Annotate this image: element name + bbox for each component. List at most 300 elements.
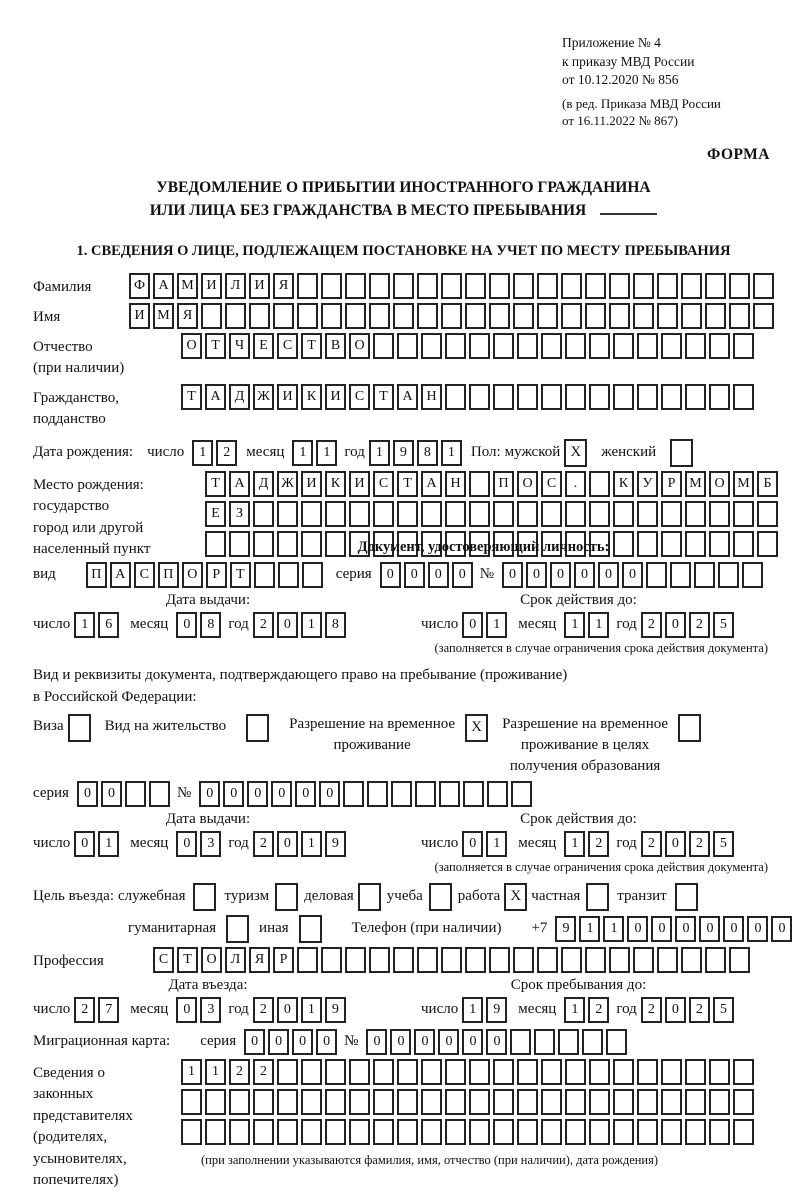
birth-place-cells-row3-cell[interactable] — [301, 531, 322, 557]
given-name-cells-cell[interactable]: Я — [177, 303, 198, 329]
representatives-cells-row3-cell[interactable] — [661, 1119, 682, 1145]
representatives-cells-row2-cell[interactable] — [613, 1089, 634, 1115]
representatives-cells-row1-cell[interactable]: 2 — [229, 1059, 250, 1085]
profession-cells-cell[interactable] — [561, 947, 582, 973]
profession-cells-cell[interactable] — [729, 947, 750, 973]
given-name-cells-cell[interactable] — [321, 303, 342, 329]
representatives-cells-row3-cell[interactable] — [445, 1119, 466, 1145]
res-number-cells-cell[interactable] — [487, 781, 508, 807]
profession-cells-cell[interactable] — [393, 947, 414, 973]
birth-place-cells-row2-cell[interactable] — [685, 501, 706, 527]
res-valid-year-cells-cell[interactable]: 5 — [713, 831, 734, 857]
citizenship-cells-cell[interactable]: Т — [181, 384, 202, 410]
phone-cells-cell[interactable]: 0 — [651, 916, 672, 942]
citizenship-cells-cell[interactable]: А — [397, 384, 418, 410]
given-name-cells-cell[interactable] — [225, 303, 246, 329]
citizenship-cells-cell[interactable] — [445, 384, 466, 410]
purpose-work-checkbox-cell[interactable]: X — [504, 883, 527, 911]
representatives-cells-row1-cell[interactable] — [493, 1059, 514, 1085]
birth-place-cells-row1-cell[interactable]: Ж — [277, 471, 298, 497]
female-checkbox-cell[interactable] — [670, 439, 693, 467]
birth-place-cells-row3-cell[interactable] — [685, 531, 706, 557]
phone-cells-cell[interactable]: 0 — [771, 916, 792, 942]
patronymic-cells-cell[interactable] — [685, 333, 706, 359]
representatives-cells-row3-cell[interactable] — [205, 1119, 226, 1145]
mig-series-cells-cell[interactable]: 0 — [268, 1029, 289, 1055]
given-name-cells-cell[interactable] — [537, 303, 558, 329]
profession-cells-cell[interactable]: О — [201, 947, 222, 973]
res-issue-year-cells-cell[interactable]: 0 — [277, 831, 298, 857]
birth-place-cells-row2-cell[interactable] — [541, 501, 562, 527]
purpose-humanitarian-checkbox-cell[interactable] — [226, 915, 249, 943]
stay-year-cells-cell[interactable]: 5 — [713, 997, 734, 1023]
profession-cells-cell[interactable] — [633, 947, 654, 973]
representatives-cells-row2-cell[interactable] — [277, 1089, 298, 1115]
res-series-cells-cell[interactable] — [149, 781, 170, 807]
purpose-transit-checkbox-cell[interactable] — [675, 883, 698, 911]
mig-number-cells-cell[interactable] — [582, 1029, 603, 1055]
purpose-official-checkbox-cell[interactable] — [193, 883, 216, 911]
birth-place-cells-row3-cell[interactable] — [709, 531, 730, 557]
representatives-cells-row1-cell[interactable]: 1 — [205, 1059, 226, 1085]
representatives-cells-row2-cell[interactable] — [685, 1089, 706, 1115]
stay-day-cells-cell[interactable]: 9 — [486, 997, 507, 1023]
given-name-cells-cell[interactable] — [297, 303, 318, 329]
profession-cells-cell[interactable] — [441, 947, 462, 973]
res-number-cells-cell[interactable]: 0 — [295, 781, 316, 807]
given-name-cells-cell[interactable] — [201, 303, 222, 329]
birth-place-cells-row2-cell[interactable] — [397, 501, 418, 527]
citizenship-cells-cell[interactable]: К — [301, 384, 322, 410]
id-issue-year-cells-cell[interactable]: 8 — [325, 612, 346, 638]
phone-cells-cell[interactable]: 1 — [603, 916, 624, 942]
id-series-cells-cell[interactable]: 0 — [428, 562, 449, 588]
id-series-cells-cell[interactable]: 0 — [380, 562, 401, 588]
id-issue-month-cells-cell[interactable]: 0 — [176, 612, 197, 638]
representatives-cells-row2-cell[interactable] — [589, 1089, 610, 1115]
birth-place-cells-row1-cell[interactable]: Д — [253, 471, 274, 497]
representatives-cells-row3-cell[interactable] — [421, 1119, 442, 1145]
birth-place-cells-row2-cell[interactable] — [757, 501, 778, 527]
patronymic-cells-cell[interactable] — [421, 333, 442, 359]
surname-cells-cell[interactable] — [345, 273, 366, 299]
birth-place-cells-row2-cell[interactable] — [517, 501, 538, 527]
purpose-other-checkbox-cell[interactable] — [299, 915, 322, 943]
id-number-cells-cell[interactable] — [742, 562, 763, 588]
surname-cells-cell[interactable] — [465, 273, 486, 299]
birth-place-cells-row3-cell[interactable] — [661, 531, 682, 557]
representatives-cells-row2-cell[interactable] — [541, 1089, 562, 1115]
birth-place-cells-row1-cell[interactable]: . — [565, 471, 586, 497]
representatives-cells-row2-cell[interactable] — [325, 1089, 346, 1115]
birth-place-cells-row3-cell[interactable] — [637, 531, 658, 557]
profession-cells-cell[interactable] — [585, 947, 606, 973]
doc-type-cells-cell[interactable] — [302, 562, 323, 588]
birth-place-cells-row3-cell[interactable] — [205, 531, 226, 557]
patronymic-cells-cell[interactable]: О — [349, 333, 370, 359]
representatives-cells-row3-cell[interactable] — [541, 1119, 562, 1145]
doc-type-cells-cell[interactable]: П — [86, 562, 107, 588]
citizenship-cells-cell[interactable] — [493, 384, 514, 410]
profession-cells-cell[interactable] — [465, 947, 486, 973]
temp-residence-edu-checkbox[interactable] — [678, 714, 701, 742]
representatives-cells-row3-cell[interactable] — [253, 1119, 274, 1145]
res-issue-month-cells-cell[interactable]: 0 — [176, 831, 197, 857]
representatives-cells-row3-cell[interactable] — [301, 1119, 322, 1145]
mig-series-cells-cell[interactable]: 0 — [292, 1029, 313, 1055]
patronymic-cells-cell[interactable] — [565, 333, 586, 359]
representatives-cells-row1-cell[interactable] — [517, 1059, 538, 1085]
given-name-cells-cell[interactable] — [633, 303, 654, 329]
birth-place-cells-row2-cell[interactable] — [325, 501, 346, 527]
id-issue-year-cells-cell[interactable]: 0 — [277, 612, 298, 638]
mig-number-cells-cell[interactable] — [558, 1029, 579, 1055]
representatives-cells-row2-cell[interactable] — [661, 1089, 682, 1115]
given-name-cells-cell[interactable] — [729, 303, 750, 329]
id-issue-year-cells-cell[interactable]: 2 — [253, 612, 274, 638]
birth-place-cells-row2-cell[interactable] — [421, 501, 442, 527]
entry-year-cells-cell[interactable]: 1 — [301, 997, 322, 1023]
mig-number-cells-cell[interactable] — [534, 1029, 555, 1055]
res-issue-year-cells-cell[interactable]: 2 — [253, 831, 274, 857]
representatives-cells-row3-cell[interactable] — [589, 1119, 610, 1145]
patronymic-cells-cell[interactable] — [661, 333, 682, 359]
birth-place-cells-row3-cell[interactable] — [325, 531, 346, 557]
mig-number-cells-cell[interactable]: 0 — [390, 1029, 411, 1055]
citizenship-cells-cell[interactable]: Н — [421, 384, 442, 410]
birth-place-cells-row2-cell[interactable] — [637, 501, 658, 527]
profession-cells-cell[interactable] — [417, 947, 438, 973]
birth-place-cells-row1-cell[interactable]: Р — [661, 471, 682, 497]
birth-place-cells-row1-cell[interactable]: А — [229, 471, 250, 497]
birth-place-cells-row1-cell[interactable]: О — [709, 471, 730, 497]
representatives-cells-row2-cell[interactable] — [709, 1089, 730, 1115]
citizenship-cells-cell[interactable] — [709, 384, 730, 410]
surname-cells-cell[interactable]: И — [249, 273, 270, 299]
birth-month-cells-cell[interactable]: 1 — [292, 440, 313, 466]
birth-place-cells-row2-cell[interactable] — [301, 501, 322, 527]
res-series-cells-cell[interactable] — [125, 781, 146, 807]
id-number-cells-cell[interactable] — [670, 562, 691, 588]
entry-year-cells-cell[interactable]: 2 — [253, 997, 274, 1023]
res-issue-month-cells-cell[interactable]: 3 — [200, 831, 221, 857]
birth-place-cells-row1-cell[interactable]: Т — [397, 471, 418, 497]
id-issue-day-cells-cell[interactable]: 6 — [98, 612, 119, 638]
phone-cells-cell[interactable]: 0 — [699, 916, 720, 942]
male-checkbox[interactable] — [564, 439, 587, 467]
birth-place-cells-row3-cell[interactable] — [733, 531, 754, 557]
purpose-business-checkbox-cell[interactable] — [358, 883, 381, 911]
patronymic-cells-cell[interactable] — [733, 333, 754, 359]
citizenship-cells-cell[interactable] — [685, 384, 706, 410]
phone-cells-cell[interactable]: 1 — [579, 916, 600, 942]
birth-place-cells-row1-cell[interactable]: Т — [205, 471, 226, 497]
surname-cells-cell[interactable] — [417, 273, 438, 299]
representatives-cells-row3-cell[interactable] — [373, 1119, 394, 1145]
temp-residence-edu-checkbox-cell[interactable] — [678, 714, 701, 742]
res-number-cells-cell[interactable]: 0 — [199, 781, 220, 807]
representatives-cells-row3-cell[interactable] — [637, 1119, 658, 1145]
id-valid-day-cells-cell[interactable]: 0 — [462, 612, 483, 638]
profession-cells-cell[interactable]: Р — [273, 947, 294, 973]
representatives-cells-row3-cell[interactable] — [493, 1119, 514, 1145]
birth-place-cells-row2-cell[interactable] — [709, 501, 730, 527]
birth-place-cells-row2-cell[interactable]: Е — [205, 501, 226, 527]
res-number-cells-cell[interactable]: 0 — [247, 781, 268, 807]
birth-place-cells-row1-cell[interactable]: К — [613, 471, 634, 497]
res-number-cells-cell[interactable]: 0 — [223, 781, 244, 807]
purpose-official-checkbox[interactable] — [193, 883, 216, 911]
entry-year-cells-cell[interactable]: 0 — [277, 997, 298, 1023]
patronymic-cells-cell[interactable] — [493, 333, 514, 359]
res-valid-year-cells-cell[interactable]: 2 — [689, 831, 710, 857]
doc-type-cells-cell[interactable]: П — [158, 562, 179, 588]
id-number-cells-cell[interactable] — [646, 562, 667, 588]
birth-place-cells-row3-cell[interactable] — [253, 531, 274, 557]
representatives-cells-row2-cell[interactable] — [565, 1089, 586, 1115]
birth-place-cells-row2-cell[interactable] — [613, 501, 634, 527]
purpose-work-checkbox[interactable] — [504, 883, 527, 911]
given-name-cells-cell[interactable] — [249, 303, 270, 329]
profession-cells-cell[interactable] — [513, 947, 534, 973]
birth-month-cells-cell[interactable]: 1 — [316, 440, 337, 466]
representatives-cells-row3-cell[interactable] — [349, 1119, 370, 1145]
doc-type-cells-cell[interactable]: Т — [230, 562, 251, 588]
representatives-cells-row2-cell[interactable] — [493, 1089, 514, 1115]
given-name-cells-cell[interactable] — [513, 303, 534, 329]
id-valid-year-cells-cell[interactable]: 0 — [665, 612, 686, 638]
profession-cells-cell[interactable] — [297, 947, 318, 973]
purpose-humanitarian-checkbox[interactable] — [226, 915, 249, 943]
birth-year-cells-cell[interactable]: 9 — [393, 440, 414, 466]
surname-cells-cell[interactable] — [585, 273, 606, 299]
representatives-cells-row1-cell[interactable] — [277, 1059, 298, 1085]
patronymic-cells-cell[interactable]: Т — [301, 333, 322, 359]
id-valid-month-cells-cell[interactable]: 1 — [564, 612, 585, 638]
id-issue-year-cells-cell[interactable]: 1 — [301, 612, 322, 638]
phone-cells-cell[interactable]: 0 — [747, 916, 768, 942]
birth-place-cells-row1-cell[interactable]: Н — [445, 471, 466, 497]
doc-type-cells-cell[interactable] — [278, 562, 299, 588]
representatives-cells-row1-cell[interactable] — [709, 1059, 730, 1085]
profession-cells-cell[interactable]: Я — [249, 947, 270, 973]
res-number-cells-cell[interactable] — [511, 781, 532, 807]
birth-place-cells-row2-cell[interactable] — [373, 501, 394, 527]
id-number-cells-cell[interactable]: 0 — [502, 562, 523, 588]
birth-place-cells-row1-cell[interactable]: А — [421, 471, 442, 497]
profession-cells-cell[interactable] — [537, 947, 558, 973]
id-series-cells-cell[interactable]: 0 — [404, 562, 425, 588]
mig-number-cells-cell[interactable]: 0 — [486, 1029, 507, 1055]
birth-place-cells-row2-cell[interactable] — [661, 501, 682, 527]
birth-place-cells-row3-cell[interactable] — [757, 531, 778, 557]
representatives-cells-row3-cell[interactable] — [277, 1119, 298, 1145]
profession-cells-cell[interactable] — [321, 947, 342, 973]
mig-series-cells-cell[interactable]: 0 — [244, 1029, 265, 1055]
patronymic-cells-cell[interactable]: В — [325, 333, 346, 359]
surname-cells-cell[interactable] — [753, 273, 774, 299]
entry-month-cells-cell[interactable]: 3 — [200, 997, 221, 1023]
citizenship-cells-cell[interactable] — [733, 384, 754, 410]
surname-cells-cell[interactable]: Я — [273, 273, 294, 299]
doc-type-cells-cell[interactable]: Р — [206, 562, 227, 588]
surname-cells-cell[interactable] — [561, 273, 582, 299]
purpose-private-checkbox-cell[interactable] — [586, 883, 609, 911]
birth-place-cells-row2-cell[interactable] — [565, 501, 586, 527]
res-number-cells-cell[interactable]: 0 — [319, 781, 340, 807]
patronymic-cells-cell[interactable]: Ч — [229, 333, 250, 359]
surname-cells-cell[interactable] — [369, 273, 390, 299]
representatives-cells-row1-cell[interactable]: 2 — [253, 1059, 274, 1085]
res-issue-year-cells-cell[interactable]: 1 — [301, 831, 322, 857]
surname-cells-cell[interactable] — [633, 273, 654, 299]
representatives-cells-row1-cell[interactable] — [637, 1059, 658, 1085]
surname-cells-cell[interactable] — [681, 273, 702, 299]
profession-cells-cell[interactable] — [489, 947, 510, 973]
birth-place-cells-row1-cell[interactable]: С — [373, 471, 394, 497]
res-valid-year-cells-cell[interactable]: 2 — [641, 831, 662, 857]
mig-number-cells-cell[interactable] — [510, 1029, 531, 1055]
res-number-cells-cell[interactable] — [343, 781, 364, 807]
patronymic-cells-cell[interactable] — [445, 333, 466, 359]
representatives-cells-row1-cell[interactable] — [301, 1059, 322, 1085]
residence-permit-checkbox-cell[interactable] — [246, 714, 269, 742]
representatives-cells-row2-cell[interactable] — [397, 1089, 418, 1115]
surname-cells-cell[interactable] — [705, 273, 726, 299]
surname-cells-cell[interactable] — [489, 273, 510, 299]
given-name-cells-cell[interactable] — [369, 303, 390, 329]
id-valid-year-cells-cell[interactable]: 2 — [641, 612, 662, 638]
purpose-tourism-checkbox-cell[interactable] — [275, 883, 298, 911]
entry-day-cells-cell[interactable]: 2 — [74, 997, 95, 1023]
birth-place-cells-row1-cell[interactable] — [589, 471, 610, 497]
representatives-cells-row2-cell[interactable] — [181, 1089, 202, 1115]
surname-cells-cell[interactable] — [297, 273, 318, 299]
id-number-cells-cell[interactable]: 0 — [622, 562, 643, 588]
given-name-cells-cell[interactable] — [609, 303, 630, 329]
doc-type-cells-cell[interactable]: О — [182, 562, 203, 588]
representatives-cells-row1-cell[interactable] — [445, 1059, 466, 1085]
patronymic-cells-cell[interactable] — [397, 333, 418, 359]
male-checkbox-cell[interactable]: X — [564, 439, 587, 467]
patronymic-cells-cell[interactable] — [373, 333, 394, 359]
given-name-cells-cell[interactable] — [681, 303, 702, 329]
given-name-cells-cell[interactable] — [465, 303, 486, 329]
citizenship-cells-cell[interactable] — [589, 384, 610, 410]
representatives-cells-row2-cell[interactable] — [373, 1089, 394, 1115]
res-number-cells-cell[interactable] — [463, 781, 484, 807]
representatives-cells-row2-cell[interactable] — [253, 1089, 274, 1115]
temp-residence-checkbox-cell[interactable]: X — [465, 714, 488, 742]
profession-cells-cell[interactable] — [345, 947, 366, 973]
representatives-cells-row1-cell[interactable] — [397, 1059, 418, 1085]
doc-type-cells-cell[interactable]: А — [110, 562, 131, 588]
birth-place-cells-row3-cell[interactable] — [613, 531, 634, 557]
res-number-cells-cell[interactable] — [415, 781, 436, 807]
representatives-cells-row1-cell[interactable] — [685, 1059, 706, 1085]
profession-cells-cell[interactable] — [705, 947, 726, 973]
res-valid-year-cells-cell[interactable]: 0 — [665, 831, 686, 857]
id-valid-year-cells-cell[interactable]: 2 — [689, 612, 710, 638]
surname-cells-cell[interactable]: А — [153, 273, 174, 299]
representatives-cells-row2-cell[interactable] — [301, 1089, 322, 1115]
given-name-cells-cell[interactable] — [417, 303, 438, 329]
id-number-cells-cell[interactable]: 0 — [574, 562, 595, 588]
id-valid-day-cells-cell[interactable]: 1 — [486, 612, 507, 638]
given-name-cells-cell[interactable] — [345, 303, 366, 329]
id-number-cells-cell[interactable]: 0 — [598, 562, 619, 588]
representatives-cells-row1-cell[interactable] — [349, 1059, 370, 1085]
res-valid-month-cells-cell[interactable]: 2 — [588, 831, 609, 857]
birth-place-cells-row1-cell[interactable]: М — [733, 471, 754, 497]
birth-place-cells-row2-cell[interactable]: З — [229, 501, 250, 527]
representatives-cells-row3-cell[interactable] — [517, 1119, 538, 1145]
visa-checkbox[interactable] — [68, 714, 91, 742]
representatives-cells-row1-cell[interactable] — [325, 1059, 346, 1085]
patronymic-cells-cell[interactable] — [517, 333, 538, 359]
citizenship-cells-cell[interactable] — [661, 384, 682, 410]
representatives-cells-row1-cell[interactable] — [613, 1059, 634, 1085]
phone-cells-cell[interactable]: 9 — [555, 916, 576, 942]
mig-series-cells-cell[interactable]: 0 — [316, 1029, 337, 1055]
stay-day-cells-cell[interactable]: 1 — [462, 997, 483, 1023]
id-valid-month-cells-cell[interactable]: 1 — [588, 612, 609, 638]
purpose-private-checkbox[interactable] — [586, 883, 609, 911]
stay-year-cells-cell[interactable]: 2 — [689, 997, 710, 1023]
representatives-cells-row1-cell[interactable] — [373, 1059, 394, 1085]
res-series-cells-cell[interactable]: 0 — [77, 781, 98, 807]
birth-place-cells-row2-cell[interactable] — [493, 501, 514, 527]
birth-place-cells-row1-cell[interactable]: Б — [757, 471, 778, 497]
citizenship-cells-cell[interactable]: Ж — [253, 384, 274, 410]
representatives-cells-row2-cell[interactable] — [421, 1089, 442, 1115]
representatives-cells-row2-cell[interactable] — [637, 1089, 658, 1115]
given-name-cells-cell[interactable] — [705, 303, 726, 329]
entry-year-cells-cell[interactable]: 9 — [325, 997, 346, 1023]
res-issue-day-cells-cell[interactable]: 0 — [74, 831, 95, 857]
patronymic-cells-cell[interactable] — [469, 333, 490, 359]
entry-day-cells-cell[interactable]: 7 — [98, 997, 119, 1023]
birth-year-cells-cell[interactable]: 8 — [417, 440, 438, 466]
birth-year-cells-cell[interactable]: 1 — [441, 440, 462, 466]
phone-cells-cell[interactable]: 0 — [723, 916, 744, 942]
representatives-cells-row1-cell[interactable] — [469, 1059, 490, 1085]
surname-cells-cell[interactable] — [321, 273, 342, 299]
surname-cells-cell[interactable] — [513, 273, 534, 299]
given-name-cells-cell[interactable] — [489, 303, 510, 329]
id-number-cells-cell[interactable] — [718, 562, 739, 588]
representatives-cells-row1-cell[interactable]: 1 — [181, 1059, 202, 1085]
purpose-other-checkbox[interactable] — [299, 915, 322, 943]
representatives-cells-row1-cell[interactable] — [541, 1059, 562, 1085]
citizenship-cells-cell[interactable] — [517, 384, 538, 410]
surname-cells-cell[interactable] — [537, 273, 558, 299]
id-valid-year-cells-cell[interactable]: 5 — [713, 612, 734, 638]
citizenship-cells-cell[interactable]: А — [205, 384, 226, 410]
citizenship-cells-cell[interactable] — [469, 384, 490, 410]
representatives-cells-row3-cell[interactable] — [181, 1119, 202, 1145]
id-issue-day-cells-cell[interactable]: 1 — [74, 612, 95, 638]
representatives-cells-row3-cell[interactable] — [685, 1119, 706, 1145]
res-number-cells-cell[interactable] — [391, 781, 412, 807]
res-valid-day-cells-cell[interactable]: 1 — [486, 831, 507, 857]
res-number-cells-cell[interactable]: 0 — [271, 781, 292, 807]
patronymic-cells-cell[interactable] — [709, 333, 730, 359]
mig-number-cells-cell[interactable] — [606, 1029, 627, 1055]
mig-number-cells-cell[interactable]: 0 — [414, 1029, 435, 1055]
citizenship-cells-cell[interactable]: С — [349, 384, 370, 410]
patronymic-cells-cell[interactable] — [613, 333, 634, 359]
